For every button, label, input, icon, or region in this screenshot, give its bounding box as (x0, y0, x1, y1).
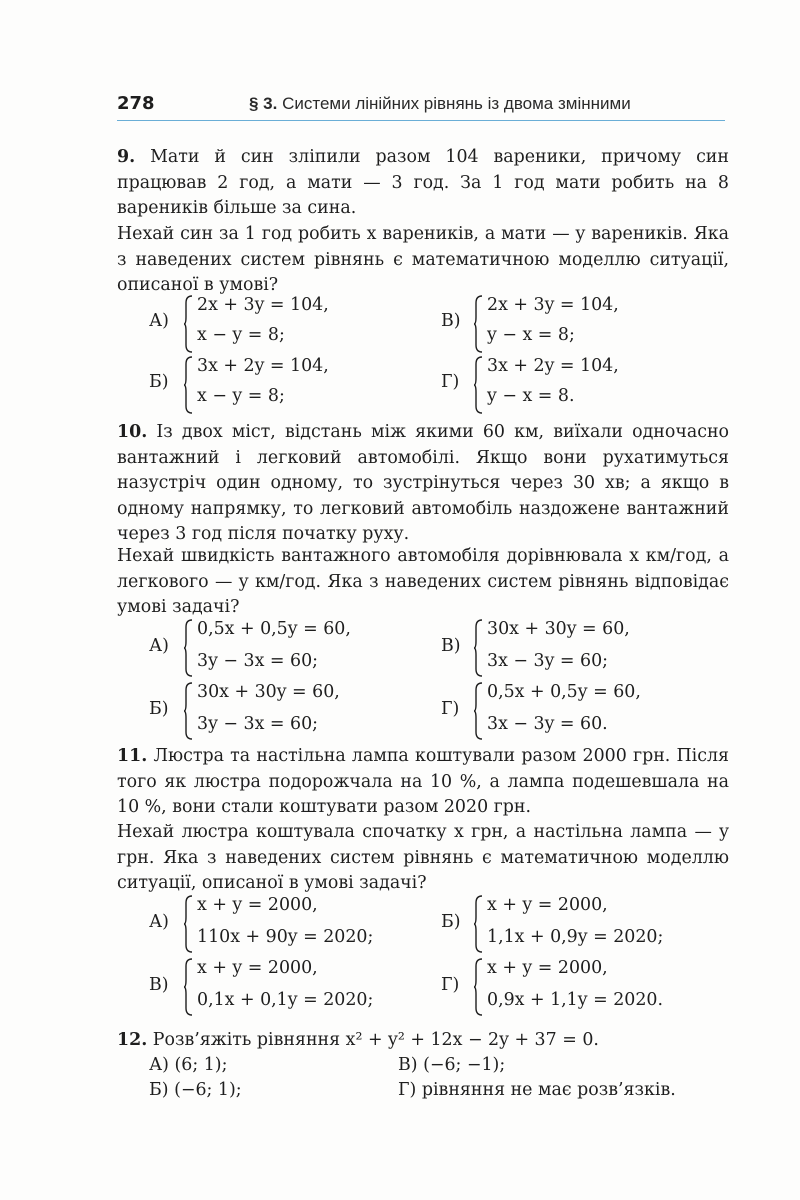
equation: 110x + 90y = 2020; (197, 927, 374, 947)
option-label: А) (149, 912, 169, 932)
equation: 30x + 30y = 60, (197, 682, 340, 702)
equation: x − y = 8; (197, 386, 285, 406)
answer-option: А) (6; 1); (149, 1055, 228, 1075)
brace-icon (183, 682, 193, 740)
equation: 3y − 3x = 60; (197, 651, 319, 671)
answer-option: Б) (−6; 1); (149, 1080, 242, 1100)
brace-icon (183, 619, 193, 677)
equation: x + y = 2000, (197, 958, 318, 978)
problem-number: 11. (117, 746, 148, 766)
equation: 30x + 30y = 60, (487, 619, 630, 639)
option-label: Б) (441, 912, 461, 932)
problem-number: 9. (117, 147, 136, 167)
brace-icon (183, 895, 193, 953)
equation: x + y = 2000, (487, 958, 608, 978)
problem-10-text: 10. Із двох міст, відстань між якими 60 км, виїхали одночасно вантажний і легковий автомобілі. Якщо вони рухатимуться назустріч один одному, то зустрінуться через 30 хв; а якщо в одному напрямку, то легковий автомобіль наздожене вантажний через 3 год після початку руху. (117, 422, 730, 544)
section-mark: § 3. (249, 94, 278, 113)
option-label: А) (149, 311, 169, 331)
brace-icon (473, 895, 483, 953)
equation: 0,5x + 0,5y = 60, (487, 682, 641, 702)
page-header (117, 93, 725, 123)
problem-11-question: Нехай люстра коштувала спочатку x грн, а настільна лампа — y грн. Яка з наведених систем рівнянь є математичною моделлю ситуації, описаної в умові задачі? (117, 822, 729, 893)
equation: x + y = 2000, (197, 895, 318, 915)
equation: y − x = 8; (487, 325, 575, 345)
equation: 2x + 3y = 104, (197, 295, 329, 315)
equation: 3y − 3x = 60; (197, 714, 319, 734)
section-title: Системи лінійних рівнянь із двома змінними (282, 94, 631, 113)
equation: 3x + 2y = 104, (197, 356, 329, 376)
problem-number: 12. (117, 1030, 148, 1050)
equation: 0,5x + 0,5y = 60, (197, 619, 351, 639)
running-title (249, 94, 631, 114)
answer-option: В) (−6; −1); (398, 1055, 506, 1075)
problem-11-text: 11. Люстра та настільна лампа коштували разом 2000 грн. Після того як люстра подорожчала на 10 %, а лампа подешевшала на 10 %, вони стали коштувати разом 2020 грн. (117, 746, 730, 817)
equation: x + y = 2000, (487, 895, 608, 915)
problem-10-question: Нехай швидкість вантажного автомобіля дорівнювала x км/год, а легкового — y км/год. Яка з наведених систем рівнянь відповідає умові задачі? (117, 546, 729, 617)
equation: 1,1x + 0,9y = 2020; (487, 927, 664, 947)
brace-icon (183, 295, 193, 353)
equation: x − y = 8; (197, 325, 285, 345)
problem-9-text: 9. Мати й син зліпили разом 104 вареники, причому син працював 2 год, а мати — 3 год. За 1 год мати робить на 8 вареників більше за сина. (117, 147, 729, 218)
answer-option: Г) рівняння не має розв’язків. (398, 1080, 676, 1100)
header-rule (117, 120, 725, 121)
brace-icon (473, 682, 483, 740)
brace-icon (183, 958, 193, 1016)
equation: 0,1x + 0,1y = 2020; (197, 990, 374, 1010)
equation: 3x − 3y = 60. (487, 714, 608, 734)
page-number: 278 (117, 93, 155, 114)
equation: y − x = 8. (487, 386, 575, 406)
problem-9-question: Нехай син за 1 год робить x вареників, а мати — y вареників. Яка з наведених систем рівнянь є математичною моделлю ситуації, описаної в умові? (117, 224, 729, 295)
equation: 3x − 3y = 60; (487, 651, 609, 671)
option-label: Г) (441, 699, 460, 719)
problem-12-text: 12. Розв’яжіть рівняння x² + y² + 12x − 2y + 37 = 0. (117, 1030, 599, 1050)
brace-icon (473, 958, 483, 1016)
option-label: В) (149, 975, 169, 995)
option-label: В) (441, 311, 461, 331)
option-label: Г) (441, 975, 460, 995)
brace-icon (473, 619, 483, 677)
brace-icon (183, 356, 193, 414)
brace-icon (473, 356, 483, 414)
option-label: Б) (149, 699, 169, 719)
brace-icon (473, 295, 483, 353)
option-label: В) (441, 636, 461, 656)
option-label: А) (149, 636, 169, 656)
option-label: Г) (441, 372, 460, 392)
problem-number: 10. (117, 422, 148, 442)
option-label: Б) (149, 372, 169, 392)
equation: 0,9x + 1,1y = 2020. (487, 990, 663, 1010)
equation: 2x + 3y = 104, (487, 295, 619, 315)
equation: 3x + 2y = 104, (487, 356, 619, 376)
